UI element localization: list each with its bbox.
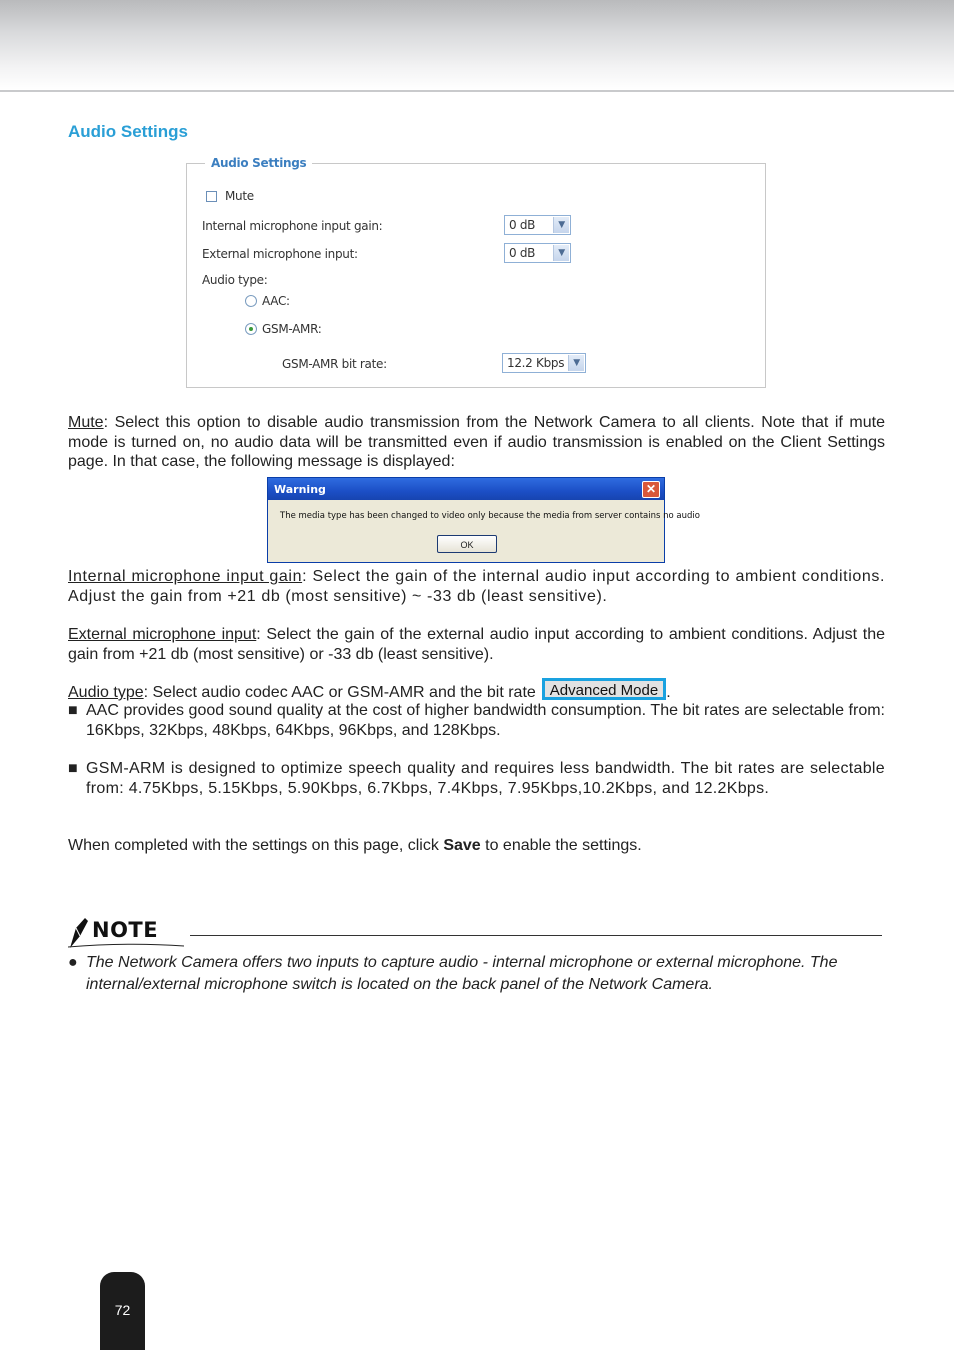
note-logo [68,914,186,950]
completion-after: to enable the settings. [480,837,642,854]
header-band [0,0,954,92]
mute-checkbox[interactable] [206,191,217,202]
dialog-titlebar [268,478,664,500]
internal-gain-label: Internal microphone input gain: [202,219,383,233]
dialog-message: The media type has been changed to video only because the media from server contains no audio [280,511,700,521]
audio-settings-panel [186,156,766,388]
panel-legend: Audio Settings [205,156,312,170]
gsm-bitrate-select[interactable] [502,353,586,373]
gsm-bitrate-label: GSM-AMR bit rate: [282,357,387,371]
note-divider [190,935,882,936]
completion-paragraph [68,836,885,856]
note-bullet: ● [68,954,78,971]
chevron-down-icon: ▼ [553,245,569,261]
audio-type-text: : Select audio codec AAC or GSM-AMR and the bit rate [143,684,536,701]
external-input-paragraph [68,625,885,664]
internal-gain-term: Internal microphone input gain [68,568,303,585]
gsm-bitrate-value: 12.2 Kbps [507,356,565,370]
aac-radio[interactable] [245,295,257,307]
external-input-text: : Select the gain of the external audio input according to ambient conditions. Adjust the gain from +21 db (most sensitive) or -33 db (least sensitive). [68,626,885,663]
audio-type-term: Audio type [68,684,144,701]
audio-type-after: . [666,684,671,701]
aac-label: AAC: [262,294,290,308]
note-text: The Network Camera offers two inputs to capture audio - internal microphone or external microphone. The internal/external microphone switch is located on the back panel of the Network Camera. [86,954,838,993]
ok-button[interactable]: OK [437,535,497,553]
external-input-term: External microphone input [68,626,257,643]
save-term: Save [443,837,481,854]
gsm-amr-label: GSM-AMR: [262,322,322,336]
mute-text: : Select this option to disable audio transmission from the Network Camera to all clients. Note that if mute mode is turned on, no audio data will be transmitted even if audio transmission is enabled on the Client Settings page. In that case, the following message is displayed: [68,414,885,470]
section-title: Audio Settings [68,122,188,141]
note-heading: NOTE [92,918,159,942]
gsm-amr-radio[interactable] [245,323,257,335]
audio-type-label: Audio type: [202,273,268,287]
dialog-title: Warning [274,483,326,496]
bullet-gsm-text: GSM-ARM is designed to optimize speech quality and requires less bandwidth. The bit rates are selectable from: 4.75Kbps, 5.15Kbps, 5.90Kbps, 6.7Kbps, 7.4Kbps, 7.95Kbps,10.2Kbps, and 12.2Kbps. [86,760,885,797]
internal-gain-paragraph [68,567,885,606]
mute-paragraph [68,413,885,472]
internal-gain-select[interactable] [504,215,571,235]
bullet-aac-text: AAC provides good sound quality at the cost of higher bandwidth consumption. The bit rates are selectable from: 16Kbps, 32Kbps, 48Kbps, 64Kbps, 96Kbps, and 128Kbps. [86,702,885,739]
chevron-down-icon: ▼ [568,355,584,371]
completion-before: When completed with the settings on this page, click [68,837,444,854]
bullet-marker: ■ [68,760,78,777]
internal-gain-value: 0 dB [509,218,536,232]
audio-type-paragraph [68,680,885,703]
bullet-marker: ■ [68,702,78,719]
internal-gain-text: : Select the gain of the internal audio input according to ambient conditions. Adjust the gain from +21 db (most sensitive) ~ -33 db (least sensitive). [68,568,886,605]
close-icon[interactable]: ✕ [642,481,660,498]
external-input-label: External microphone input: [202,247,358,261]
bullet-gsm [68,759,885,798]
note-body [68,952,885,996]
page-number: 72 [114,1302,131,1318]
advanced-mode-button[interactable]: Advanced Mode [542,678,666,700]
mute-label: Mute [225,189,254,203]
external-input-select[interactable] [504,243,571,263]
external-input-value: 0 dB [509,246,536,260]
warning-dialog [267,477,700,563]
page-number-tab [100,1272,145,1350]
mute-term: Mute [68,414,104,431]
bullet-aac [68,701,885,740]
chevron-down-icon: ▼ [553,217,569,233]
